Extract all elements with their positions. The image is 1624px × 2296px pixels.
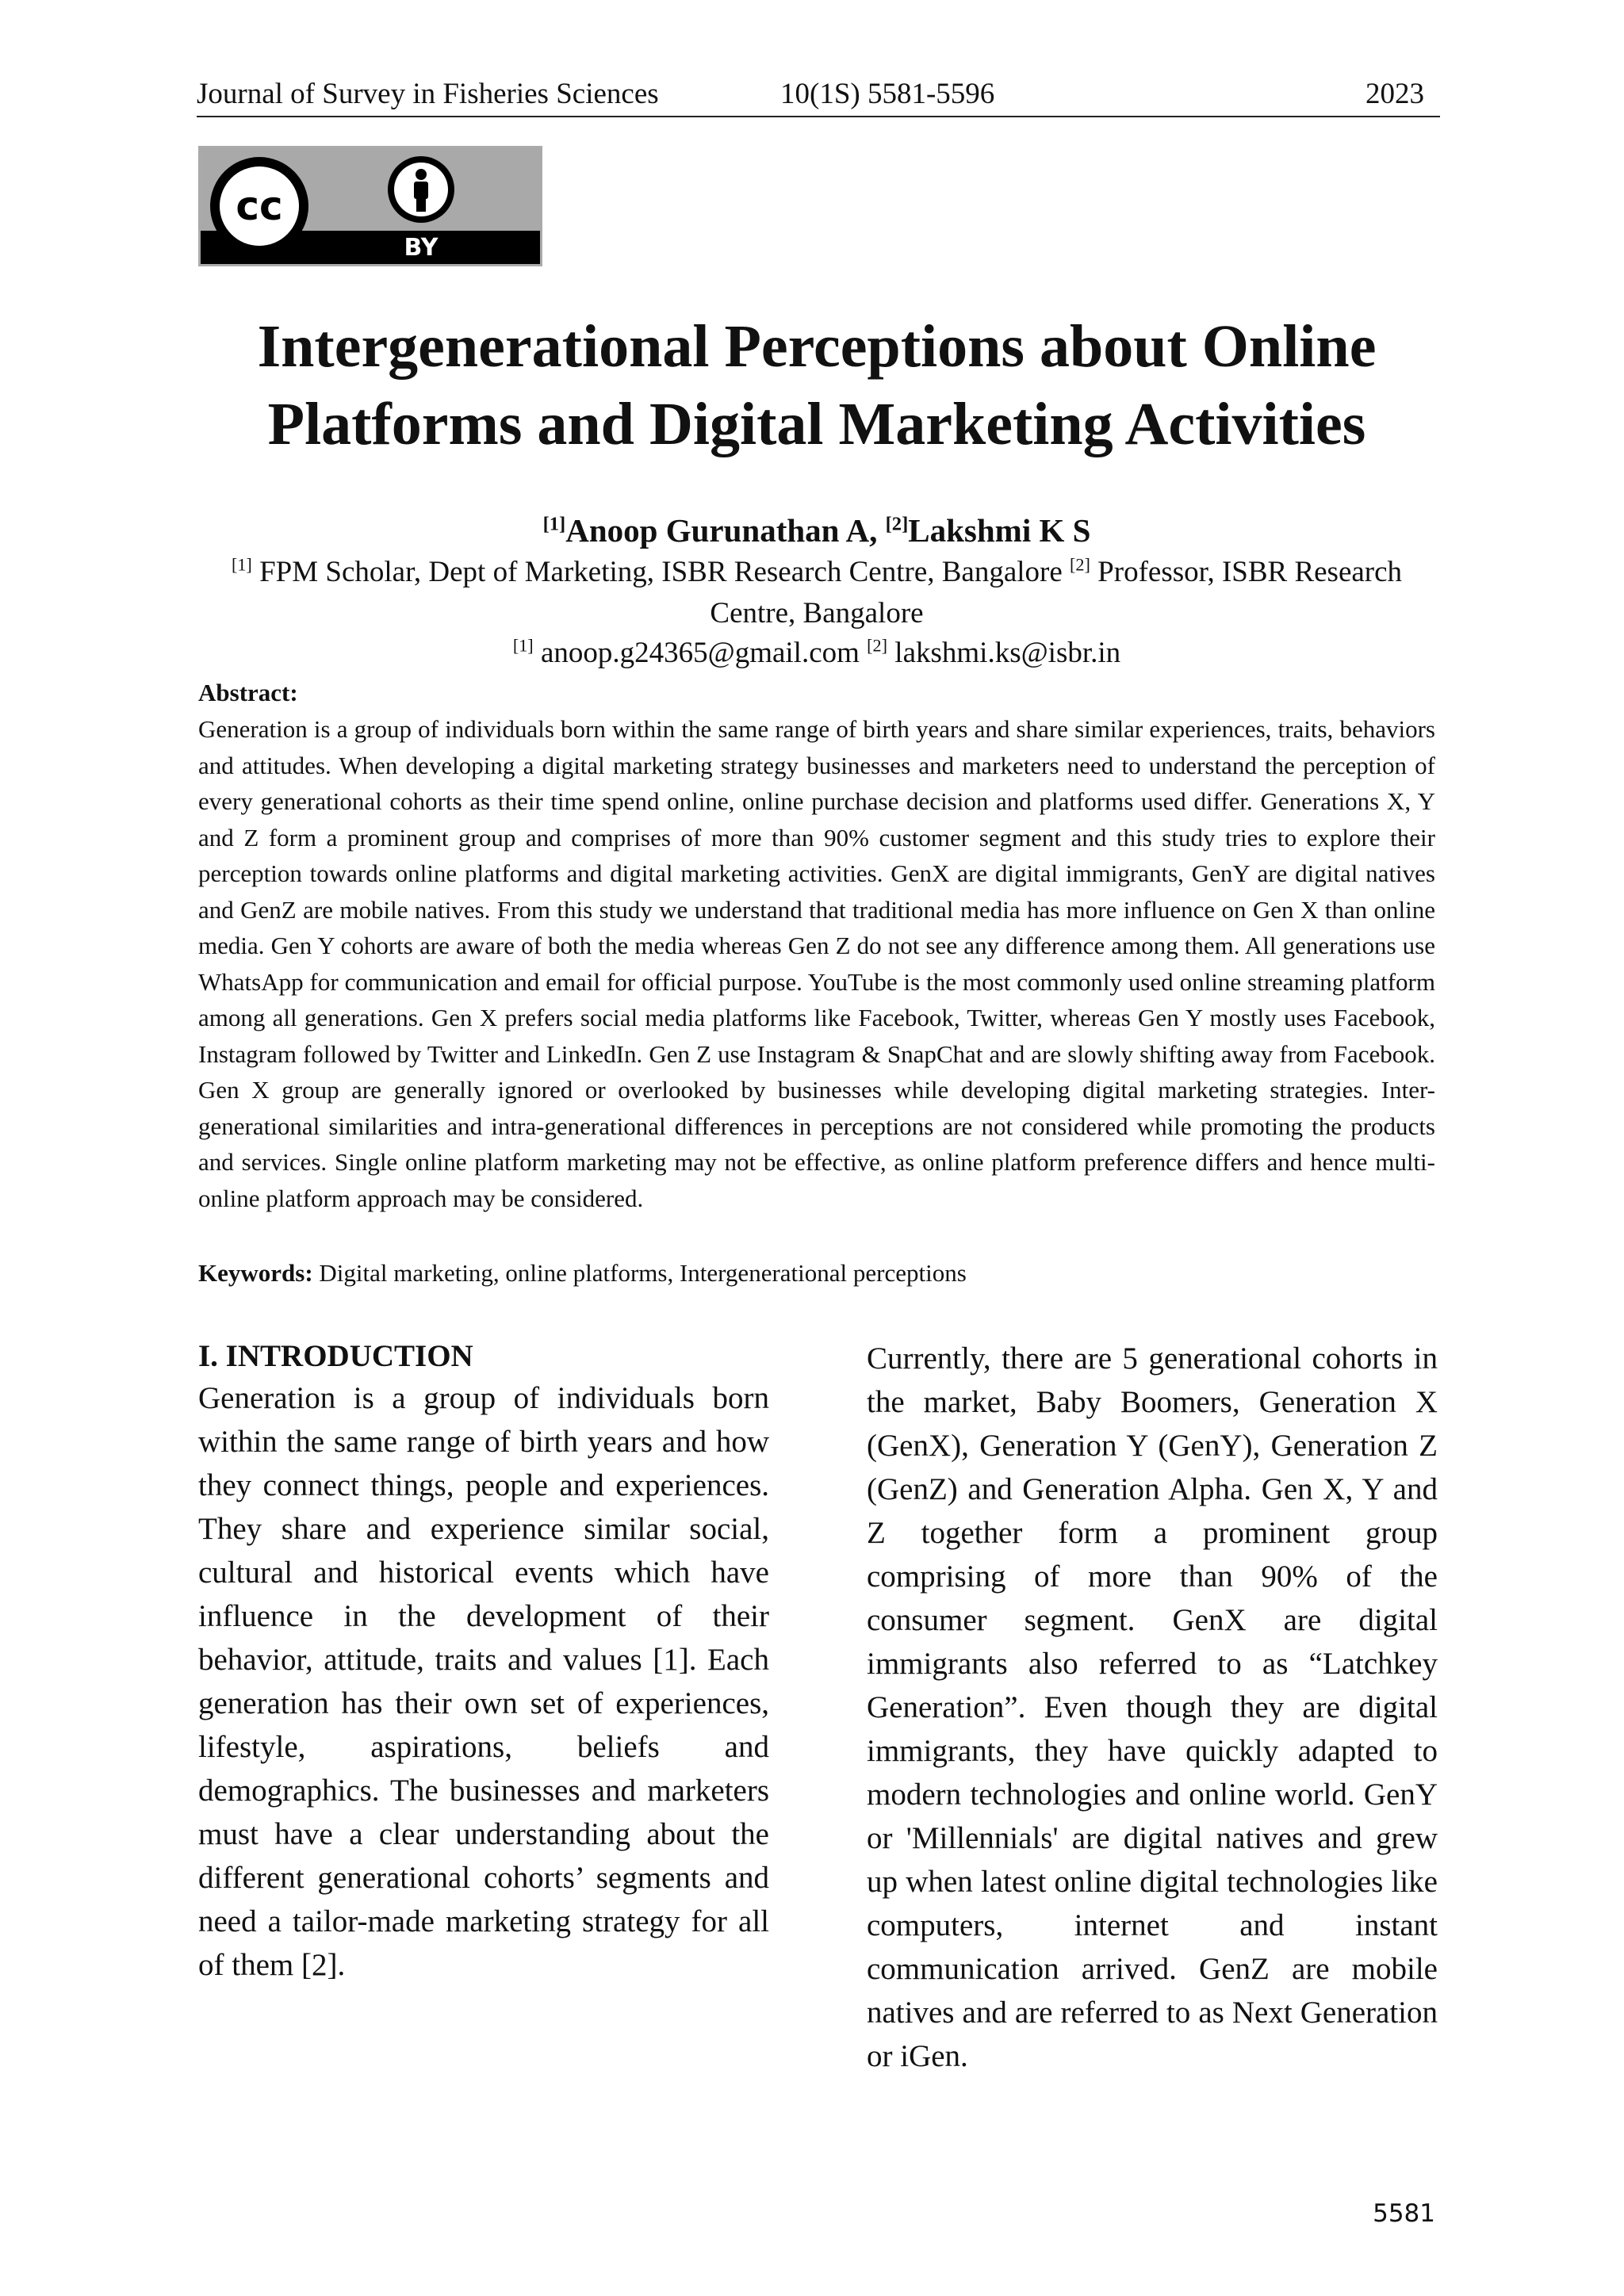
affiliation-1-text: FPM Scholar, Dept of Marketing, ISBR Research Centre, Bangalore	[259, 556, 1063, 588]
abstract-body: Generation is a group of individuals born within the same range of birth years and share similar experiences, traits, behaviors and attitudes. When developing a digital marketing strategy businesses and marketers need to understand the perception of every generational cohorts as their time spend online, online purchase decision and platforms used differ. Generations X, Y and Z form a prominent group and comprises of more than 90% customer segment and this study tries to explore their perception towards online platforms and digital marketing activities. GenX are digital immigrants, GenY are digital natives and GenZ are mobile natives. From this study we understand that traditional media has more influence on Gen X than online media. Gen Y cohorts are aware of both the media whereas Gen Z do not see any difference among them. All generations use WhatsApp for communication and email for official purpose. YouTube is the most commonly used online streaming platform among all generations. Gen X prefers social media platforms like Facebook, Twitter, whereas Gen Y mostly uses Facebook, Instagram followed by Twitter and LinkedIn. Gen Z use Instagram & SnapChat and are slowly shifting away from Facebook. Gen X group are generally ignored or overlooked by businesses while developing digital marketing strategies. Inter-generational similarities and intra-generational differences in perceptions are not considered while promoting the products and services. Single online platform marketing may not be effective, as online platform preference differs and hence multi-online platform approach may be considered.	[198, 715, 1435, 1212]
author-emails	[190, 633, 1443, 674]
introduction-paragraph-right: Currently, there are 5 generational cohorts in the market, Baby Boomers, Generation X (GenX), Generation Y (GenY), Generation Z (GenZ) and Generation Alpha. Gen X, Y and Z together form a prominent group comprising of more than 90% of the consumer segment. GenX are digital immigrants also referred to as “Latchkey Generation”. Even though they are digital immigrants, they have quickly adapted to modern technologies and online world. GenY or 'Millennials' are digital natives and grew up when latest online digital technologies like computers, internet and instant communication arrived. GenZ are mobile natives and are referred to as Next Generation or iGen.	[867, 1341, 1438, 2073]
svg-text:cc: cc	[236, 183, 283, 229]
author-2-ref: [2]	[885, 513, 909, 535]
affiliation-2-text: Professor, ISBR Research Centre, Bangalore	[710, 556, 1403, 629]
introduction-paragraph-left: Generation is a group of individuals born within the same range of birth years and how they connect things, people and experiences. They share and experience similar social, cultural and historical events which have influence in the development of their behavior, attitude, traits and values [1]. Each generation has their own set of experiences, lifestyle, aspirations, beliefs and demographics. The businesses and marketers must have a clear understanding about the different generational cohorts’ segments and need a tailor-made marketing strategy for all of them [2].	[198, 1381, 769, 1982]
keywords	[198, 1256, 1435, 1291]
abstract-heading: Abstract:	[198, 679, 298, 706]
creative-commons-icon	[210, 157, 308, 255]
attribution-person-icon	[388, 156, 454, 223]
affiliations	[190, 552, 1443, 634]
affiliation-1-ref: [1]	[231, 554, 252, 575]
email-1-ref: [1]	[512, 635, 534, 656]
author-line	[159, 509, 1475, 552]
journal-name: Journal of Survey in Fisheries Sciences	[197, 78, 659, 110]
email-2[interactable]: lakshmi.ks@isbr.in	[894, 637, 1121, 669]
introduction-heading: I. INTRODUCTION	[198, 1339, 473, 1373]
journal-volume: 10(1S) 5581-5596	[780, 78, 995, 110]
email-1[interactable]: anoop.g24365@gmail.com	[540, 637, 860, 669]
cc-by-license-badge	[198, 146, 542, 266]
author-1-ref: [1]	[542, 513, 566, 535]
author-1-name: Anoop Gurunathan A,	[565, 512, 878, 549]
email-2-ref: [2]	[867, 635, 888, 656]
left-column	[198, 1337, 769, 1987]
by-label: BY	[404, 234, 439, 262]
keywords-text: Digital marketing, online platforms, Intergenerational perceptions	[319, 1259, 967, 1287]
page-number: 5581	[1373, 2199, 1435, 2228]
running-header	[197, 73, 1440, 117]
affiliation-2-ref: [2]	[1070, 554, 1090, 575]
paper-title: Intergenerational Perceptions about Online Platforms and Digital Marketing Activities	[257, 313, 1377, 457]
right-column	[867, 1337, 1438, 2078]
keywords-label: Keywords:	[198, 1259, 313, 1287]
journal-year: 2023	[1365, 78, 1424, 110]
author-2-name: Lakshmi K S	[908, 512, 1091, 549]
